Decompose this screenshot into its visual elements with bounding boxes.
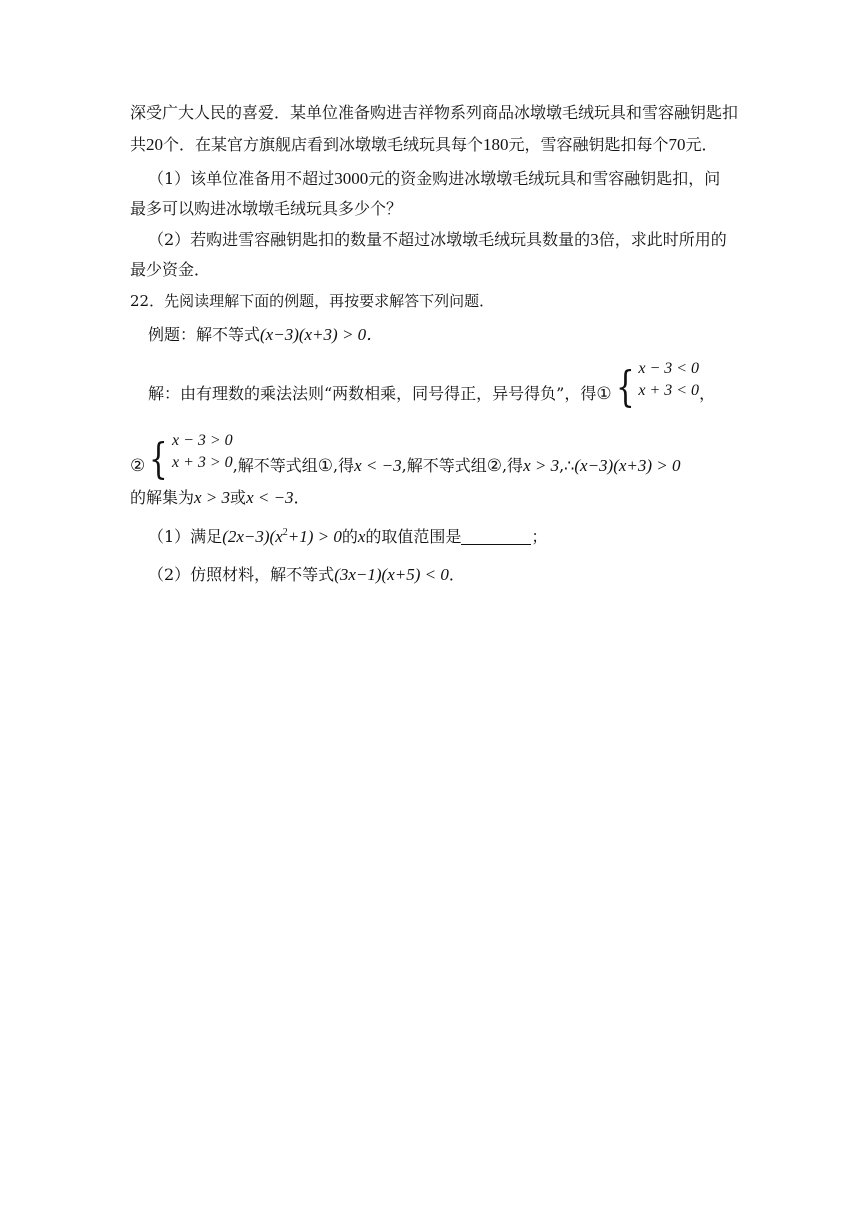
q21-part1-line2 <box>130 198 402 220</box>
system-2-row-2: x + 3 > 0 <box>171 453 233 471</box>
multiple-3: 3 <box>590 230 599 249</box>
q21-p2-text-b: 倍，求此时所用的 <box>598 230 727 249</box>
inequality-system-1 <box>638 358 699 402</box>
therefore-sign: ,∴ <box>559 456 575 475</box>
q21-p1-text-b: 元的资金购进冰墩墩毛绒玩具和雪容融钥匙扣，问 <box>368 169 721 188</box>
sub1-text-c: 的取值范围是 <box>365 527 462 546</box>
q22-title <box>130 290 494 312</box>
q21-part2-line2 <box>130 259 210 281</box>
intro-line-1 <box>130 102 738 124</box>
sub1-math-b: +1) > 0 <box>287 527 342 546</box>
solution-text-b1: ,解不等式组 <box>232 456 318 475</box>
result-1: x < −3 <box>354 456 402 475</box>
circle-2-ref: ② <box>486 456 502 476</box>
sub1-variable: x <box>357 527 366 546</box>
intro-line-2 <box>130 134 718 156</box>
intro-text-2a: 共 <box>130 135 147 154</box>
budget-3000: 3000 <box>334 169 369 188</box>
system-1-row-2: x + 3 < 0 <box>638 381 700 399</box>
solution-set-1: x > 3 <box>194 488 231 507</box>
sub2-text-a: （2）仿照材料，解不等式 <box>148 565 335 584</box>
q22-solution-line3 <box>130 487 310 509</box>
solution-or: 或 <box>230 488 247 507</box>
q21-p1-text-c: 最多可以购进冰墩墩毛绒玩具多少个？ <box>130 199 403 218</box>
inequality-system-2 <box>172 430 233 474</box>
q21-p2-text-c: 最少资金． <box>130 260 211 279</box>
circle-1-marker: ① <box>596 384 612 404</box>
result-2: x > 3 <box>523 456 560 475</box>
circle-2-marker: ② <box>130 456 146 476</box>
q21-part1-line1 <box>148 168 720 190</box>
solution-text-b2: ,得 <box>333 456 355 475</box>
price-180: 180 <box>483 135 509 154</box>
sub1-math-a: (2x−3)(x <box>222 527 283 546</box>
example-label: 例题：解不等式 <box>148 325 261 344</box>
sub2-text-b: ． <box>448 565 465 584</box>
system-1-row-1: x − 3 < 0 <box>638 359 700 377</box>
q22-example <box>148 324 383 346</box>
count-20: 20 <box>146 135 164 154</box>
sub1-text-d: ； <box>531 527 548 546</box>
q21-p1-text-a: （1）该单位准备用不超过 <box>148 169 335 188</box>
q22-solution-line2 <box>130 431 681 483</box>
solution-set-2: x < −3 <box>246 488 294 507</box>
example-inequality: (x−3)(x+3) > 0． <box>260 325 384 344</box>
sub2-inequality: (3x−1)(x+5) < 0 <box>334 565 449 584</box>
q21-part2-line1 <box>148 229 727 251</box>
left-brace-icon: { <box>149 434 168 483</box>
solution-text-a: 解：由有理数的乘法法则“两数相乘，同号得正，异号得负”，得 <box>148 384 597 403</box>
intro-text-2b: 个．在某官方旗舰店看到冰墩墩毛绒玩具每个 <box>163 135 484 154</box>
intro-text-2c: 元，雪容融钥匙扣每个 <box>508 135 669 154</box>
intro-text-1: 深受广大人民的喜爱．某单位准备购进吉祥物系列商品冰墩墩毛绒玩具和雪容融钥匙扣 <box>130 103 739 122</box>
answer-blank[interactable] <box>461 528 531 545</box>
left-brace-icon: { <box>615 362 635 411</box>
q22-sub2 <box>148 564 465 586</box>
solution-text-b5: ,得 <box>501 456 524 475</box>
system-2-row-1: x − 3 > 0 <box>171 431 233 449</box>
price-70: 70 <box>668 135 686 154</box>
sub1-text-a: （1）满足 <box>148 527 223 546</box>
q21-p2-text-a: （2）若购进雪容融钥匙扣的数量不超过冰墩墩毛绒玩具数量的 <box>148 230 591 249</box>
q22-solution-line1: 解：由有理数的乘法法则“两数相乘，同号得正，异号得负”，得①{ x − 3 < 0 x + 3 < 0 ， <box>148 359 716 411</box>
solution-text-c1: 的解集为 <box>130 488 195 507</box>
intro-text-2d: 元． <box>685 135 718 154</box>
solution-text-b4: ,解不等式组 <box>401 456 487 475</box>
solution-period: ． <box>293 488 310 507</box>
q22-title-text: 22．先阅读理解下面的例题，再按要求解答下列问题． <box>130 292 495 310</box>
sub1-exponent: 2 <box>282 527 288 538</box>
restated-inequality: (x−3)(x+3) > 0 <box>574 456 681 475</box>
q22-sub1 <box>148 522 547 548</box>
sub1-text-b: 的 <box>341 527 358 546</box>
circle-1-ref: ① <box>317 456 334 476</box>
